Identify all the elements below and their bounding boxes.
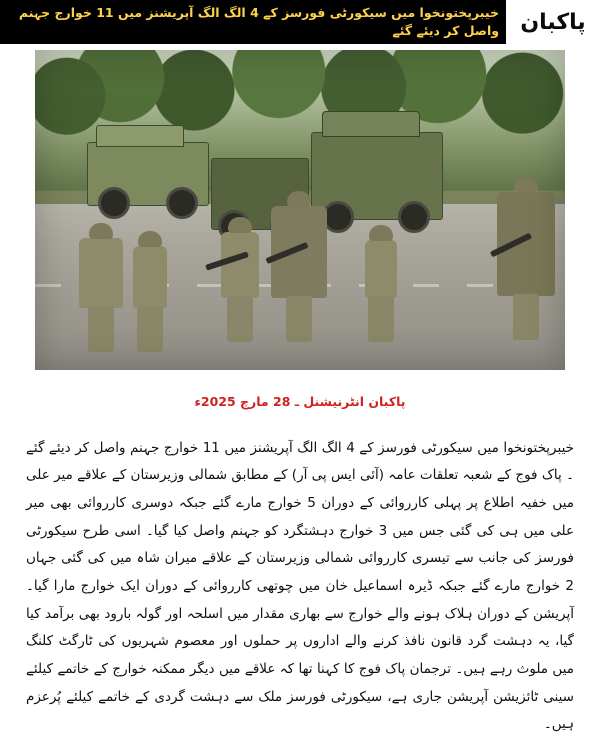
image-helmet <box>228 217 252 233</box>
image-wheel <box>166 187 198 219</box>
article-body-text: خیبرپختونخوا میں سیکورٹی فورسز کے 4 الگ الگ آپریشنز میں 11 خوارج جہنم واصل کر دیئے گئے ۔ پاک فوج کے شعبہ تعلقات عامہ (آئی ایس پی آر) کے مطابق شمالی وزیرستان کے علاقے میر علی میں خفیہ اطلاع پر پہلی کارروائی کے دوران 5 خوارج مارے گئے جبکہ دوسری کارروائی بھی میر علی میں ہی کی گئی جس میں 3 خوارج دہشتگرد کو جہنم واصل کیا گیا۔ اسی طرح سیکورٹی فورسز کی جانب سے تیسری کارروائی شمالی وزیرستان کے علاقے میران شاہ میں کی گئی جہاں 2 خوارج مارے گئے جبکہ ڈیرہ اسماعیل خان میں چوتھی کارروائی کے دوران ایک خوارج مارا گیا۔ آپریشن کے دوران ہلاک ہونے والے خوارج سے بھاری مقدار میں اسلحہ اور گولہ بارود بھی برآمد کیا گیا، یہ دہشت گرد قانون نافذ کرنے والے اداروں پر حملوں اور معصوم شہریوں کی ٹارگٹ کلنگ میں ملوث رہے ہیں۔ ترجمان پاک فوج کا کہنا تھا کہ علاقے میں دیگر ممکنہ خوارج کے خاتمے کیلئے سینی ٹائزیشن آپریشن جاری ہے، سیکورٹی فورسز ملک سے دہشت گردی کے خاتمے کیلئے پُرعزم ہیں۔ <box>26 439 574 733</box>
site-logo[interactable] <box>505 0 600 44</box>
image-legs <box>88 306 114 352</box>
image-soldier-foreground <box>497 192 555 296</box>
byline: پاکبان انٹرنیشنل ـ 28 مارچ 2025ء <box>194 394 406 409</box>
image-soldier <box>79 238 123 308</box>
image-legs <box>368 296 394 342</box>
image-helmet <box>514 177 538 193</box>
image-legs <box>227 296 253 342</box>
article-image-container <box>0 44 600 370</box>
headline-container <box>0 0 505 44</box>
site-logo-text: پاکبان <box>520 9 586 35</box>
article-body-container <box>0 435 600 739</box>
image-vehicle-armored <box>311 132 443 220</box>
image-vehicle-pickup <box>87 142 209 206</box>
image-legs <box>137 306 163 352</box>
header-bar <box>0 0 600 44</box>
image-legs <box>286 296 312 342</box>
image-rifle <box>490 233 532 258</box>
image-soldier-foreground <box>271 206 327 298</box>
image-helmet <box>287 191 311 207</box>
headline-text: خیبرپختونخوا میں سیکورٹی فورسز کے 4 الگ الگ آپریشنز میں 11 خوارج جہنم واصل کر دیئے گئے <box>18 4 499 38</box>
image-helmet <box>369 225 393 241</box>
image-soldier <box>221 232 259 298</box>
image-soldier <box>365 240 397 298</box>
article-image <box>35 50 565 370</box>
image-rifle <box>265 242 308 264</box>
image-soldier <box>133 246 167 308</box>
image-helmet <box>138 231 162 247</box>
image-wheel <box>398 201 430 233</box>
image-wheel <box>98 187 130 219</box>
image-helmet <box>89 223 113 239</box>
image-legs <box>513 294 539 340</box>
